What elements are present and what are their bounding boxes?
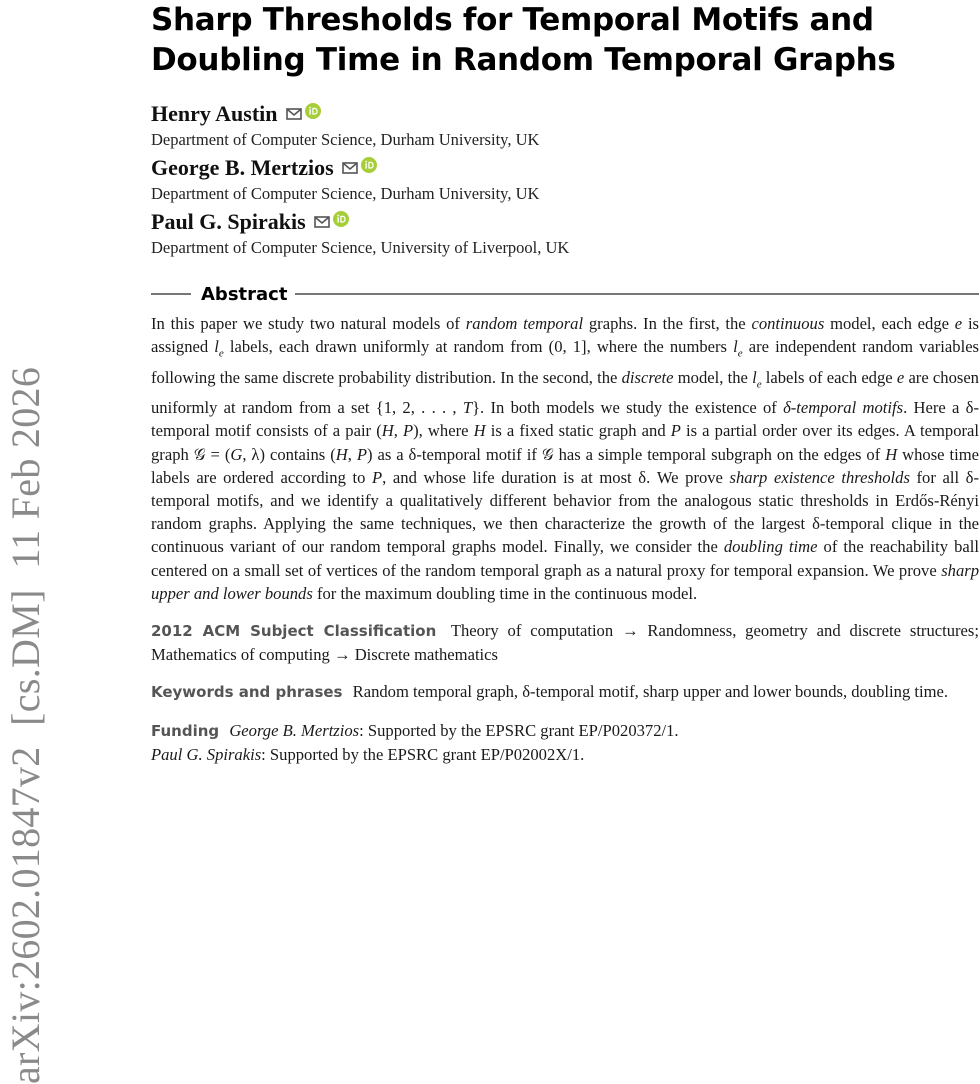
abstract-emphasis: $l_e$: [214, 337, 224, 360]
author-affiliation: Department of Computer Science, Durham University, UK: [151, 130, 540, 149]
abstract-emphasis: random temporal: [465, 314, 584, 333]
abstract-segment: of the reachability ball centered on a small set of vertices of the random temporal graph as a natural proxy for temporal expansion. We prove: [151, 537, 979, 580]
abstract-emphasis: δ-temporal motifs: [783, 398, 904, 418]
abstract-segment: whose time labels are ordered according to: [151, 444, 979, 487]
funding: [151, 719, 979, 766]
abstract-segment: . Here a δ-temporal motif consists of a pair (: [151, 398, 980, 441]
abstract-segment: ), where: [413, 421, 474, 441]
abstract-emphasis: H: [473, 421, 486, 441]
acm-classification: [151, 619, 979, 666]
mail-icon[interactable]: [286, 108, 302, 120]
abstract-segment: , and whose life duration is at most δ. We prove: [382, 467, 730, 487]
acm-classification-label: 2012 ACM Subject Classification: [151, 622, 437, 641]
orcid-icon[interactable]: [305, 103, 321, 119]
abstract-emphasis: $l_e$: [733, 337, 743, 360]
abstract-segment: are chosen uniformly at random from a set {1, 2, . . . ,: [151, 367, 979, 418]
abstract-heading: Abstract: [201, 283, 288, 305]
abstract-emphasis: P: [670, 421, 681, 441]
author-name: George B. Mertzios: [151, 155, 334, 180]
abstract-emphasis: H: [335, 444, 348, 464]
funding-person: Paul G. Spirakis: [151, 744, 262, 764]
abstract-segment: ,: [347, 444, 357, 464]
author-name: Paul G. Spirakis: [151, 209, 306, 234]
author-name: Henry Austin: [151, 101, 278, 126]
abstract-segment: model, each edge: [824, 314, 955, 333]
author-list: [151, 100, 979, 258]
abstract-emphasis: H: [381, 421, 394, 441]
abstract-segment: are independent random variables following the same discrete probability distribution. In the second, the: [151, 337, 980, 387]
abstract-emphasis: P: [372, 467, 383, 487]
abstract-segment: for all δ-temporal motifs, and we identify a qualitatively different behavior from the analogous static thresholds in Erdős-Rényi random graphs. Applying the same techniques, we then characterize the growth of the largest δ-temporal clique in the continuous variant of our random temporal graphs model. Finally, we consider the: [151, 467, 980, 557]
funding-label: Funding: [151, 721, 220, 740]
abstract-emphasis: sharp existence thresholds: [729, 467, 910, 487]
abstract-text: [151, 312, 979, 605]
heading-rule-right: [295, 293, 979, 295]
abstract-emphasis: e: [954, 314, 963, 333]
paper-first-page: [151, 0, 979, 766]
abstract-emphasis: discrete: [621, 367, 674, 387]
heading-rule-left: [151, 293, 191, 295]
arxiv-identifier-stamp: arXiv:2602.01847v2 [cs.DM] 11 Feb 2026: [3, 366, 48, 1084]
orcid-icon[interactable]: [361, 157, 377, 173]
title-line-1: Sharp Thresholds for Temporal Motifs and: [151, 2, 874, 38]
abstract-emphasis: e: [896, 367, 905, 387]
mail-icon[interactable]: [342, 162, 358, 174]
abstract-segment: for the maximum doubling time in the continuous model.: [312, 583, 698, 603]
author-entry: [151, 208, 979, 258]
title-line-2: Doubling Time in Random Temporal Graphs: [151, 42, 896, 78]
abstract-segment: , λ) contains (: [242, 444, 336, 464]
abstract-emphasis: doubling time: [723, 537, 818, 557]
abstract-segment: is assigned: [151, 314, 980, 357]
abstract-emphasis: P: [403, 421, 414, 441]
abstract-emphasis: sharp upper and lower bounds: [151, 560, 979, 603]
abstract-segment: is a partial order over its edges. A temporal graph 𝒢 = (: [151, 421, 980, 464]
abstract-emphasis: T: [462, 398, 473, 418]
keywords-text: Random temporal graph, δ-temporal motif, sharp upper and lower bounds, doubling time.: [352, 682, 949, 702]
abstract-emphasis: P: [356, 444, 367, 464]
abstract-emphasis: continuous: [751, 314, 825, 333]
author-entry: [151, 100, 979, 150]
keywords-label: Keywords and phrases: [151, 683, 343, 702]
abstract-emphasis: H: [885, 444, 898, 464]
author-affiliation: Department of Computer Science, Durham University, UK: [151, 184, 540, 203]
keywords: [151, 680, 979, 704]
acm-classification-text: Theory of computation → Randomness, geometry and discrete structures; Mathematics of computing → Discrete mathematics: [151, 621, 979, 665]
abstract-heading-row: [151, 282, 979, 306]
abstract-emphasis: $l_e$: [752, 367, 762, 391]
funding-text: : Supported by the EPSRC grant EP/P020372/1.: [359, 720, 679, 740]
author-entry: [151, 154, 979, 204]
abstract-segment: ) as a δ-temporal motif if 𝒢 has a simple temporal subgraph on the edges of: [366, 444, 886, 464]
abstract-segment: is a fixed static graph and: [485, 421, 671, 441]
abstract-segment: graphs. In the first, the: [583, 314, 752, 333]
abstract-emphasis: G: [230, 444, 243, 464]
paper-title: [151, 0, 979, 80]
mail-icon[interactable]: [314, 216, 330, 228]
abstract-segment: labels of each edge: [761, 367, 897, 387]
abstract-segment: }. In both models we study the existence of: [472, 398, 784, 418]
orcid-icon[interactable]: [333, 211, 349, 227]
abstract-segment: model, the: [673, 367, 753, 387]
abstract-segment: In this paper we study two natural models of: [151, 314, 466, 333]
abstract-segment: ,: [393, 421, 403, 441]
author-affiliation: Department of Computer Science, University of Liverpool, UK: [151, 238, 570, 257]
funding-person: George B. Mertzios: [229, 720, 360, 740]
funding-text: : Supported by the EPSRC grant EP/P02002X/1.: [261, 744, 585, 764]
abstract-segment: labels, each drawn uniformly at random from (0, 1], where the numbers: [223, 337, 734, 357]
